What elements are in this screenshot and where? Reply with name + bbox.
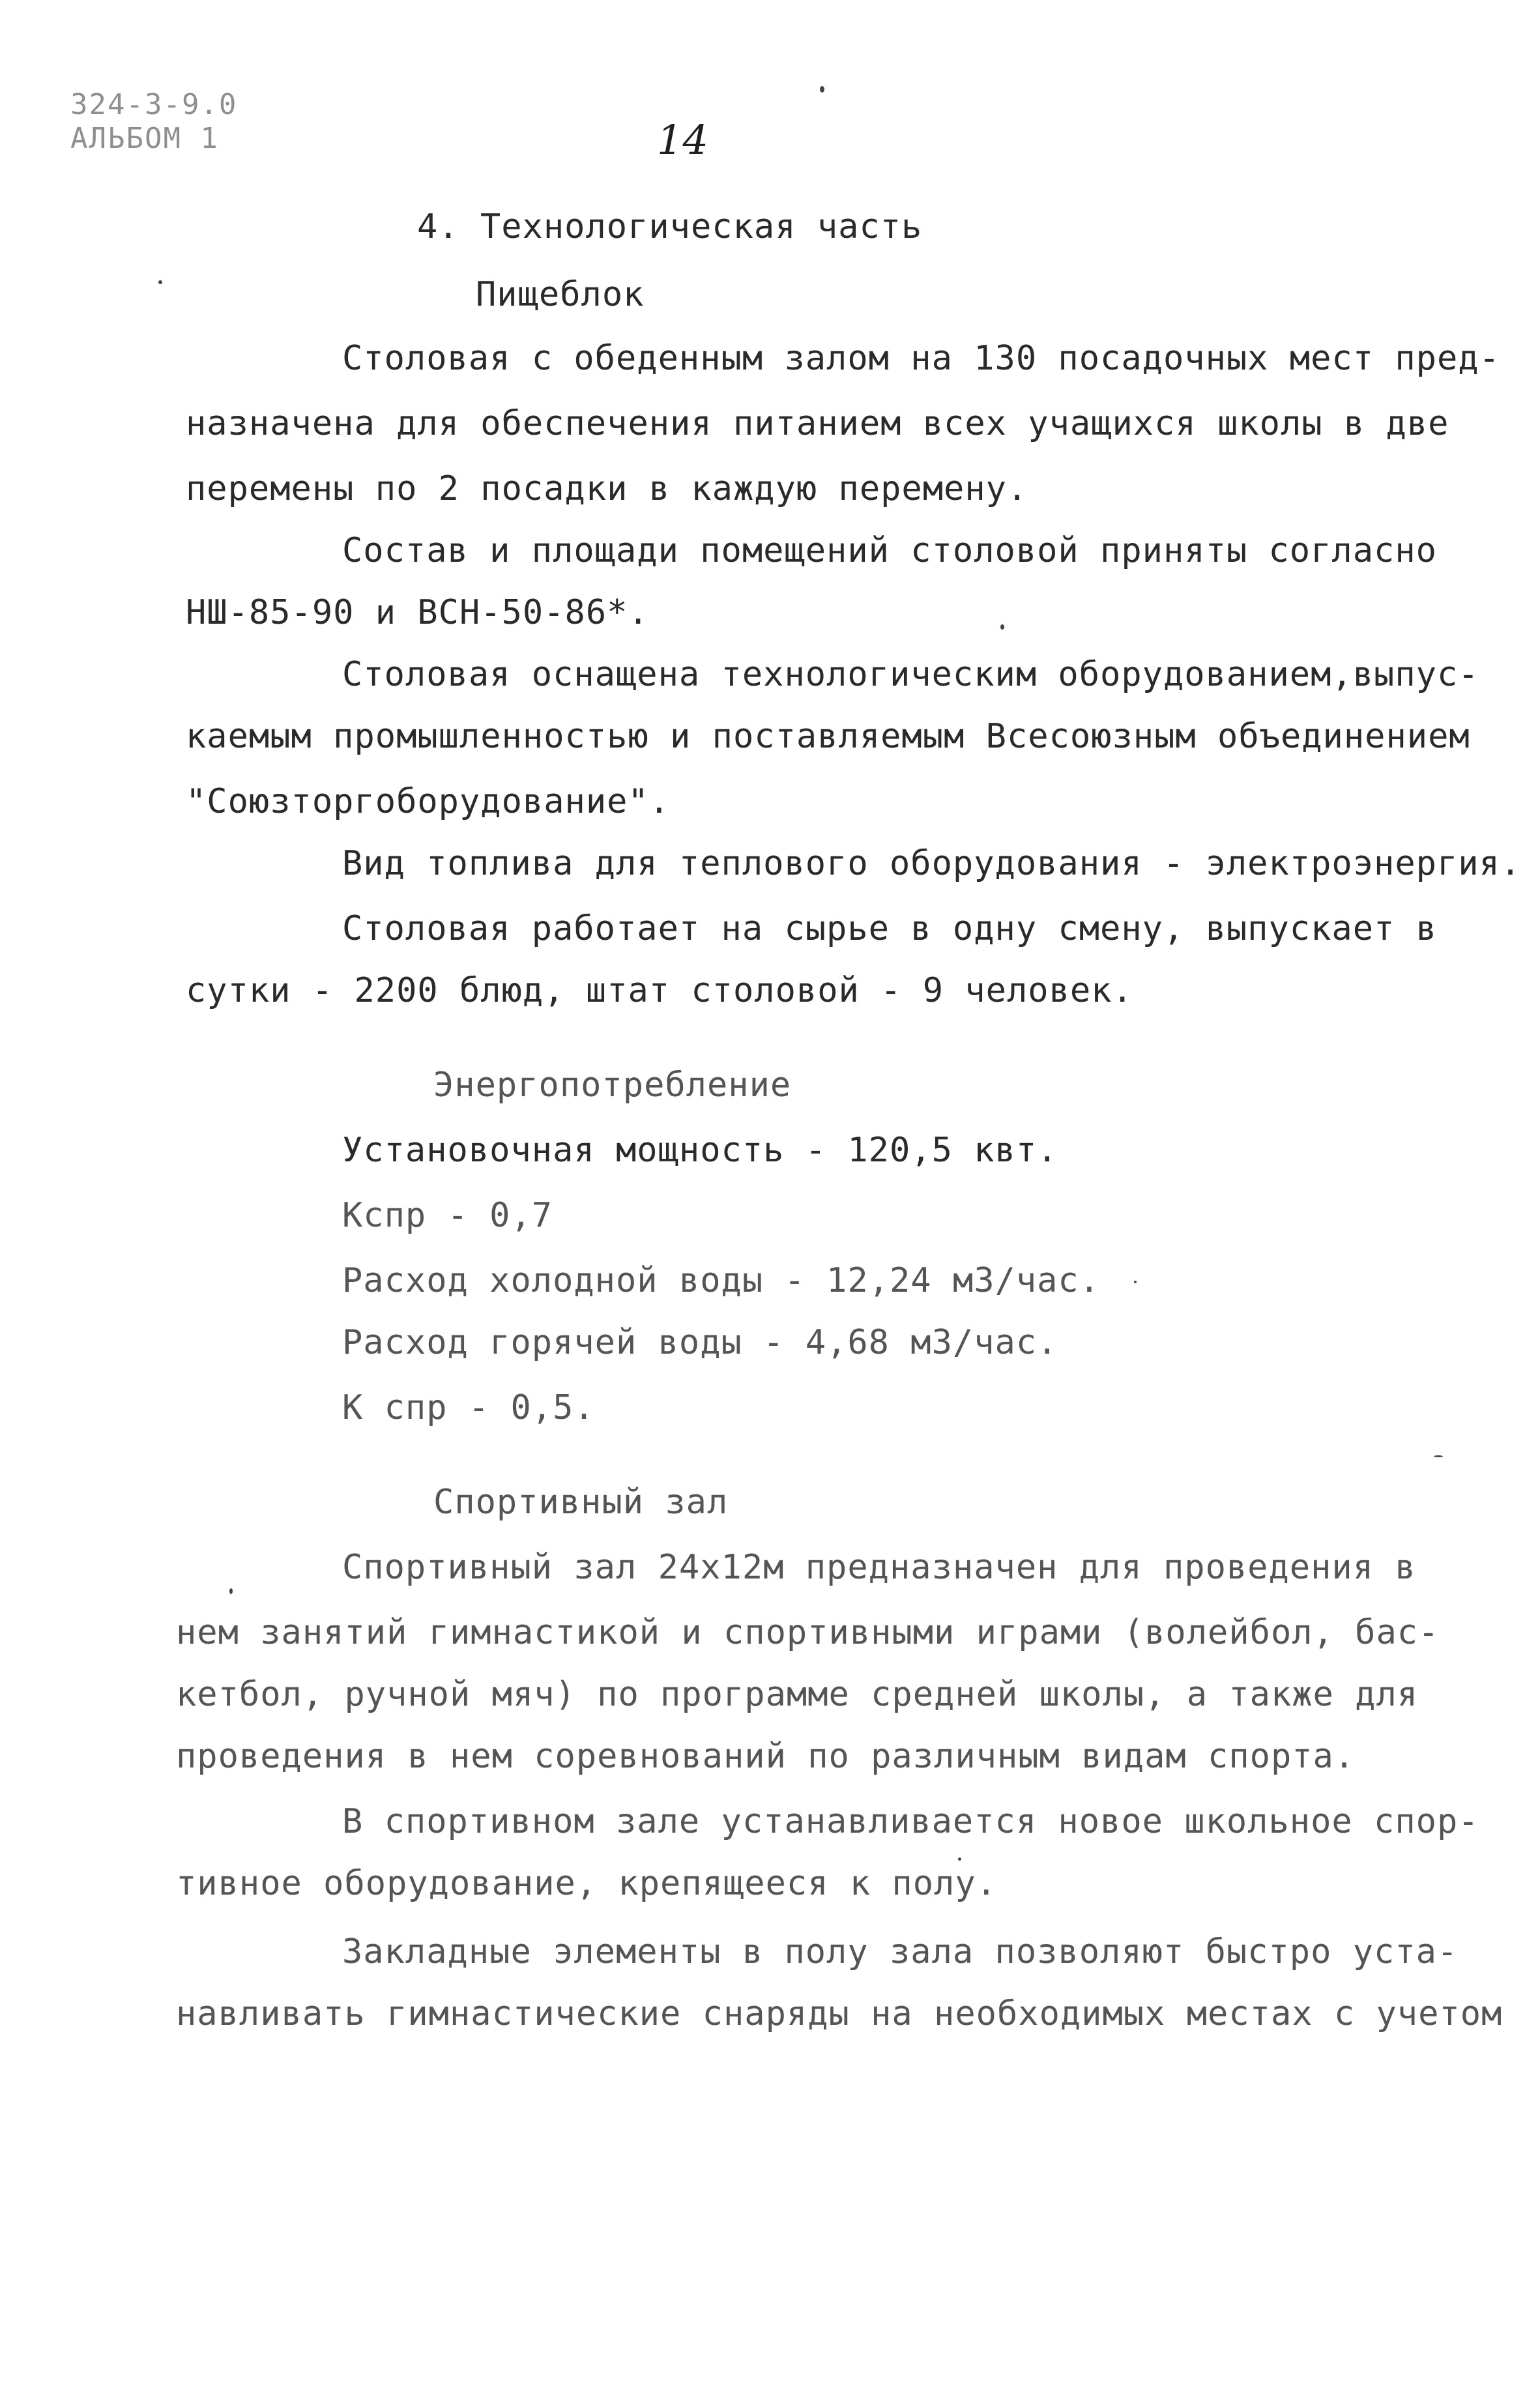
scan-speck (820, 86, 824, 93)
paragraph-line: Закладные элементы в полу зала позволяют быстро уста- (342, 1932, 1459, 1971)
scan-speck (1434, 1455, 1443, 1457)
paragraph-line: нем занятий гимнастикой и спортивными играми (волейбол, бас- (176, 1613, 1440, 1652)
paragraph-line: НШ-85-90 и ВСН-50-86*. (186, 593, 649, 632)
paragraph-line: тивное оборудование, крепящееся к полу. (176, 1864, 997, 1903)
stamp-line-2: АЛЬБОМ 1 (70, 122, 219, 155)
paragraph-line: кетбол, ручной мяч) по программе средней школы, а также для (176, 1675, 1419, 1714)
section-title: 4. Технологическая часть (417, 207, 923, 246)
subsection-heading-canteen: Пищеблок (476, 275, 645, 314)
paragraph-line: Спортивный зал 24х12м предназначен для проведения в (342, 1548, 1416, 1587)
scan-speck (158, 280, 162, 284)
scan-speck (958, 1857, 961, 1861)
paragraph-line: Столовая работает на сырье в одну смену, выпускает в (342, 909, 1437, 948)
archive-stamp (70, 88, 237, 156)
page-number: 14 (657, 116, 708, 164)
stamp-line-1: 324-3-9.0 (70, 88, 238, 121)
paragraph-line: сутки - 2200 блюд, штат столовой - 9 человек. (186, 971, 1133, 1010)
energy-line: К спр - 0,5. (342, 1388, 595, 1427)
scan-speck (229, 1588, 233, 1594)
paragraph-line: перемены по 2 посадки в каждую перемену. (186, 469, 1028, 508)
paragraph-line: навливать гимнастические снаряды на необходимых местах с учетом (176, 1994, 1503, 2033)
subsection-heading-sports-hall: Спортивный зал (433, 1483, 729, 1522)
energy-line: Расход холодной воды - 12,24 м3/час. (342, 1261, 1101, 1300)
paragraph-line: Вид топлива для теплового оборудования - электроэнергия. (342, 844, 1522, 883)
paragraph-line: проведения в нем соревнований по различным видам спорта. (176, 1737, 1356, 1776)
paragraph-line: Столовая оснащена технологическим оборудованием,выпус- (342, 655, 1479, 694)
scan-speck (1134, 1281, 1137, 1283)
paragraph-line: Столовая с обеденным залом на 130 посадочных мест пред- (342, 339, 1500, 378)
energy-line: Установочная мощность - 120,5 квт. (342, 1131, 1058, 1170)
paragraph-line: "Союзторгоборудование". (186, 782, 671, 821)
energy-line: Расход горячей воды - 4,68 м3/час. (342, 1323, 1058, 1362)
paragraph-line: Состав и площади помещений столовой приняты согласно (342, 531, 1437, 570)
paragraph-line: каемым промышленностью и поставляемым Всесоюзным объединением (186, 717, 1470, 756)
subsection-heading-energy: Энергопотребление (433, 1066, 792, 1105)
paragraph-line: назначена для обеспечения питанием всех учащихся школы в две (186, 404, 1449, 443)
energy-line: Кспр - 0,7 (342, 1196, 553, 1235)
paragraph-line: В спортивном зале устанавливается новое школьное спор- (342, 1802, 1479, 1841)
scan-speck (1000, 624, 1004, 630)
